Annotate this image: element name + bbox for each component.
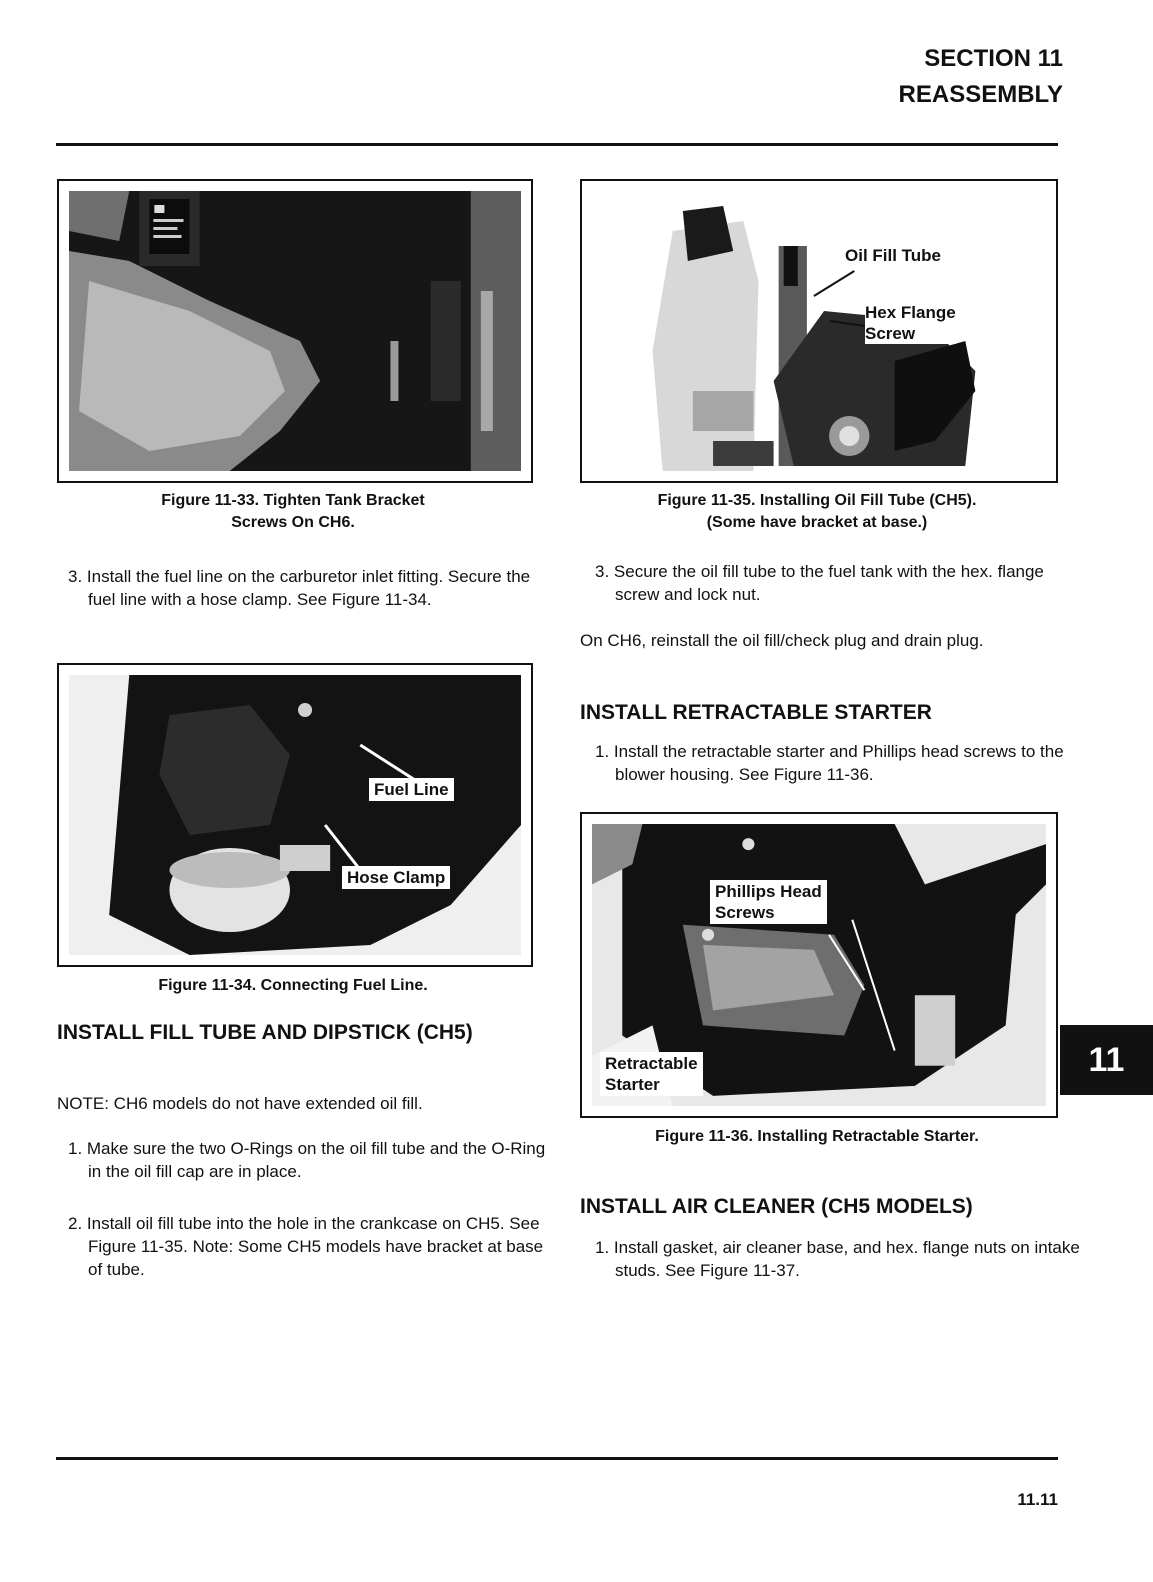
phillips-head-screws-label	[710, 880, 827, 924]
ch6-reinstall-note: On CH6, reinstall the oil fill/check plug and drain plug.	[580, 631, 984, 650]
figure-11-35-photo	[592, 191, 1046, 471]
page-title: REASSEMBLY	[898, 81, 1063, 108]
figure-11-34-photo	[69, 675, 521, 955]
bottom-rule	[56, 1457, 1058, 1460]
label-line: Starter	[605, 1075, 660, 1094]
top-rule	[56, 143, 1058, 146]
caption-line: (Some have bracket at base.)	[706, 514, 928, 531]
hose-clamp-label: Hose Clamp	[342, 866, 450, 889]
figure-11-36-caption: Figure 11-36. Installing Retractable Starter.	[655, 1128, 979, 1145]
figure-11-35	[580, 179, 1058, 483]
caption-line: Screws On CH6.	[231, 514, 355, 531]
ch6-note: NOTE: CH6 models do not have extended oil fill.	[57, 1094, 423, 1113]
label-line: Phillips Head	[715, 882, 822, 901]
label-line: Screws	[715, 903, 775, 922]
figure-11-35-caption	[580, 490, 1054, 534]
fuel-line-step-3: 3. Install the fuel line on the carburetor inlet fitting. Secure the fuel line with a hose clamp. See Figure 11-34.	[68, 567, 531, 609]
page-number: 11.11	[1017, 1490, 1058, 1509]
fill-tube-step-1: 1. Make sure the two O-Rings on the oil fill tube and the O-Ring in the oil fill cap are in place.	[68, 1139, 546, 1181]
retractable-starter-label	[600, 1052, 703, 1096]
section-label: SECTION 11	[924, 45, 1063, 72]
figure-11-33-caption	[57, 490, 529, 534]
oil-fill-step-3: 3. Secure the oil fill tube to the fuel tank with the hex. flange screw and lock nut.	[595, 562, 1044, 604]
fill-tube-heading: INSTALL FILL TUBE AND DIPSTICK (CH5)	[57, 1021, 473, 1044]
figure-11-34	[57, 663, 533, 967]
figure-11-33	[57, 179, 533, 483]
label-line: Hex Flange	[865, 303, 956, 322]
oil-fill-tube-label: Oil Fill Tube	[845, 246, 942, 265]
hex-flange-screw-label	[865, 302, 956, 344]
figure-11-34-caption: Figure 11-34. Connecting Fuel Line.	[158, 977, 428, 994]
caption-line: Figure 11-33. Tighten Tank Bracket	[161, 492, 425, 509]
label-line: Screw	[865, 324, 916, 343]
label-line: Retractable	[605, 1054, 698, 1073]
fill-tube-step-2: 2. Install oil fill tube into the hole in the crankcase on CH5. See Figure 11-35. Note: Some CH5 models have bracket at base of tube.	[68, 1214, 544, 1279]
air-cleaner-step-1: 1. Install gasket, air cleaner base, and hex. flange nuts on intake studs. See Figure 11-37.	[595, 1238, 1080, 1280]
retractable-starter-heading: INSTALL RETRACTABLE STARTER	[580, 701, 932, 724]
caption-line: Figure 11-35. Installing Oil Fill Tube (CH5).	[657, 492, 977, 509]
air-cleaner-heading: INSTALL AIR CLEANER (CH5 MODELS)	[580, 1195, 973, 1218]
figure-11-36	[580, 812, 1058, 1118]
figure-11-33-photo	[69, 191, 521, 471]
fuel-line-label: Fuel Line	[369, 778, 454, 801]
starter-step-1: 1. Install the retractable starter and Phillips head screws to the blower housing. See Figure 11-36.	[595, 742, 1064, 784]
section-tab: 11	[1060, 1025, 1153, 1095]
